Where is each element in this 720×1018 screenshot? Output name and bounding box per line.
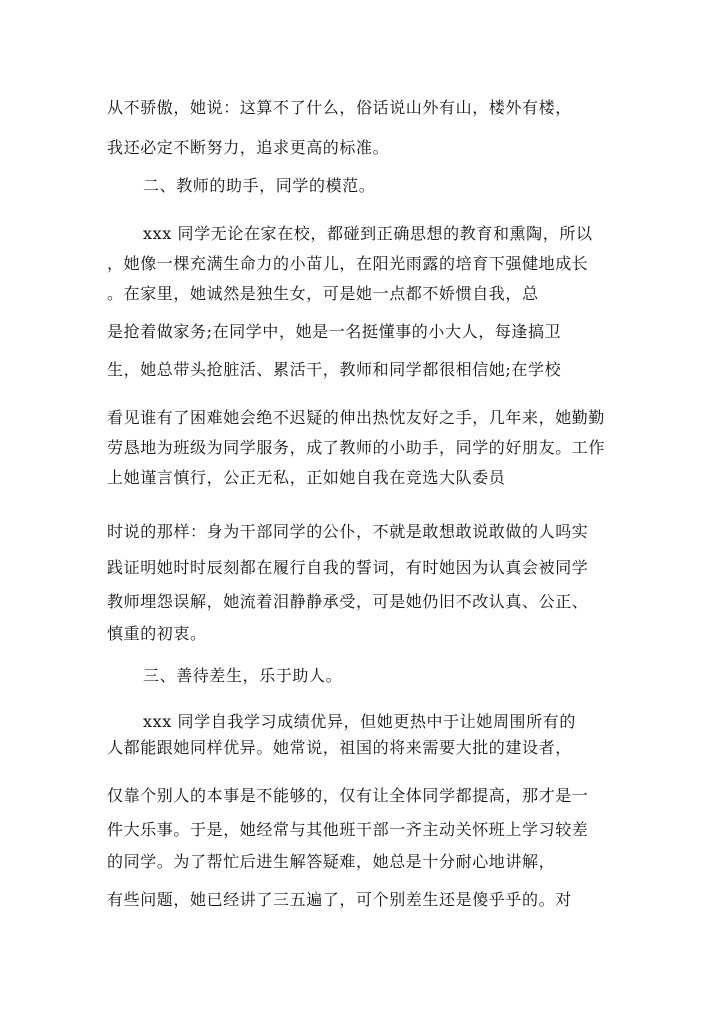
paragraph-line: xxx 同学自我学习成绩优异，但她更热中于让她周围所有的 [143,712,576,731]
paragraph-line: 践证明她时时辰刻都在履行自我的誓词，有时她因为认真会被同学 [107,558,589,577]
paragraph-line: 的同学。为了帮忙后进生解答疑难，她总是十分耐心地讲解， [107,852,556,871]
paragraph-line: 我还必定不断努力，追求更高的标准。 [107,138,390,157]
paragraph-line: 时说的那样：身为干部同学的公仆，不就是敢想敢说敢做的人吗实 [107,522,589,541]
paragraph-line: 从不骄傲，她说：这算不了什么，俗话说山外有山，楼外有楼， [107,98,572,117]
paragraph-line: 生，她总带头抢脏活、累活干，教师和同学都很相信她;在学校 [107,360,562,379]
paragraph-line: 。在家里，她诚然是独生女，可是她一点都不娇惯自我，总 [107,284,539,303]
paragraph-line: 人都能跟她同样优异。她常说，祖国的将来需要大批的建设者， [107,738,572,757]
paragraph-line: 教师埋怨误解，她流着泪静静承受，可是她仍旧不改认真、公正、 [107,592,589,611]
paragraph-line: 是抢着做家务;在同学中，她是一名挺懂事的小大人，每逢搞卫 [107,322,562,341]
paragraph-line: 上她谨言慎行，公正无私，正如她自我在竞选大队委员 [107,468,506,487]
section-heading: 二、教师的助手，同学的模范。 [143,176,376,195]
paragraph-line: 看见谁有了困难她会绝不迟疑的伸出热忱友好之手，几年来，她勤勤 [107,408,606,427]
paragraph-line: 仅靠个别人的本事是不能够的，仅有让全体同学都提高，那才是一 [107,786,589,805]
section-heading: 三、善待差生，乐于助人。 [143,666,343,685]
paragraph-line: xxx 同学无论在家在校，都碰到正确思想的教育和熏陶，所以 [143,224,593,243]
paragraph-line: 劳恳地为班级为同学服务，成了教师的小助手，同学的好朋友。工作 [107,438,606,457]
paragraph-line: ，她像一棵充满生命力的小苗儿，在阳光雨露的培育下强健地成长 [107,254,589,273]
paragraph-line: 慎重的初衷。 [107,624,207,643]
paragraph-line: 有些问题，她已经讲了三五遍了，可个别差生还是傻乎乎的。对 [107,890,572,909]
paragraph-line: 件大乐事。于是，她经常与其他班干部一齐主动关怀班上学习较差 [107,820,589,839]
